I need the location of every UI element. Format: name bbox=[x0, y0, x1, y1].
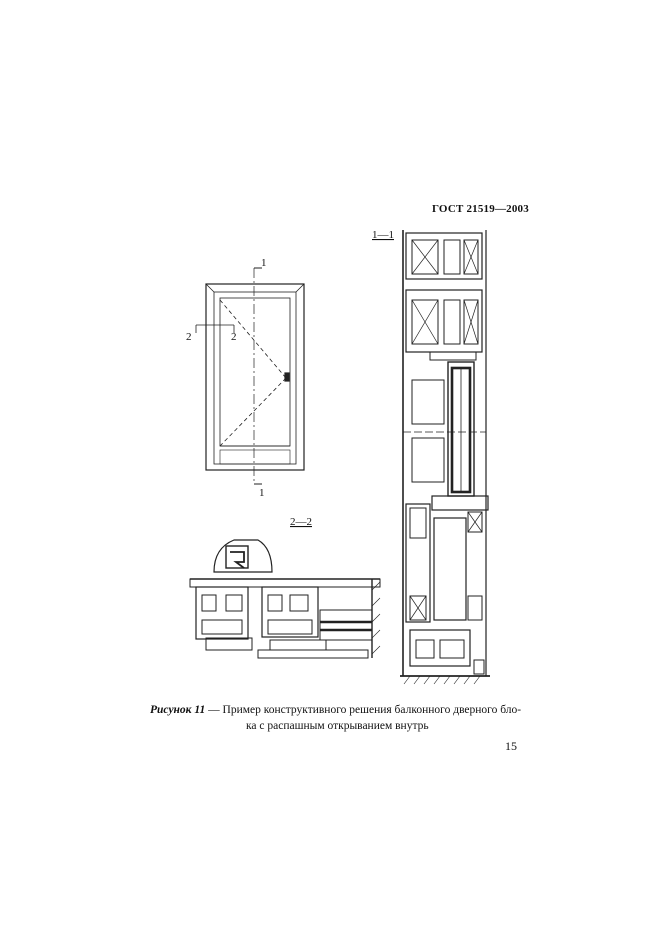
caption-label: Рисунок 11 bbox=[150, 704, 206, 716]
standard-header: ГОСТ 21519—2003 bbox=[432, 203, 529, 215]
section-1-1-drawing bbox=[400, 230, 490, 684]
caption-line-1: — Пример конструктивного решения балконного дверного бло- bbox=[205, 704, 522, 716]
page-number: 15 bbox=[505, 739, 517, 753]
elevation-mark-top: 1 bbox=[261, 257, 267, 269]
elevation-mark-bottom: 1 bbox=[259, 487, 265, 499]
door-elevation bbox=[196, 268, 304, 484]
caption-line-2: ка с распашным открыванием внутрь bbox=[246, 720, 429, 732]
elevation-mark-left: 2 bbox=[186, 331, 192, 343]
section-2-2-label: 2—2 bbox=[290, 516, 312, 528]
elevation-mark-right: 2 bbox=[231, 331, 237, 343]
section-1-1-label: 1—1 bbox=[372, 229, 394, 241]
figure-caption bbox=[150, 702, 530, 734]
section-2-2-drawing bbox=[190, 540, 380, 658]
